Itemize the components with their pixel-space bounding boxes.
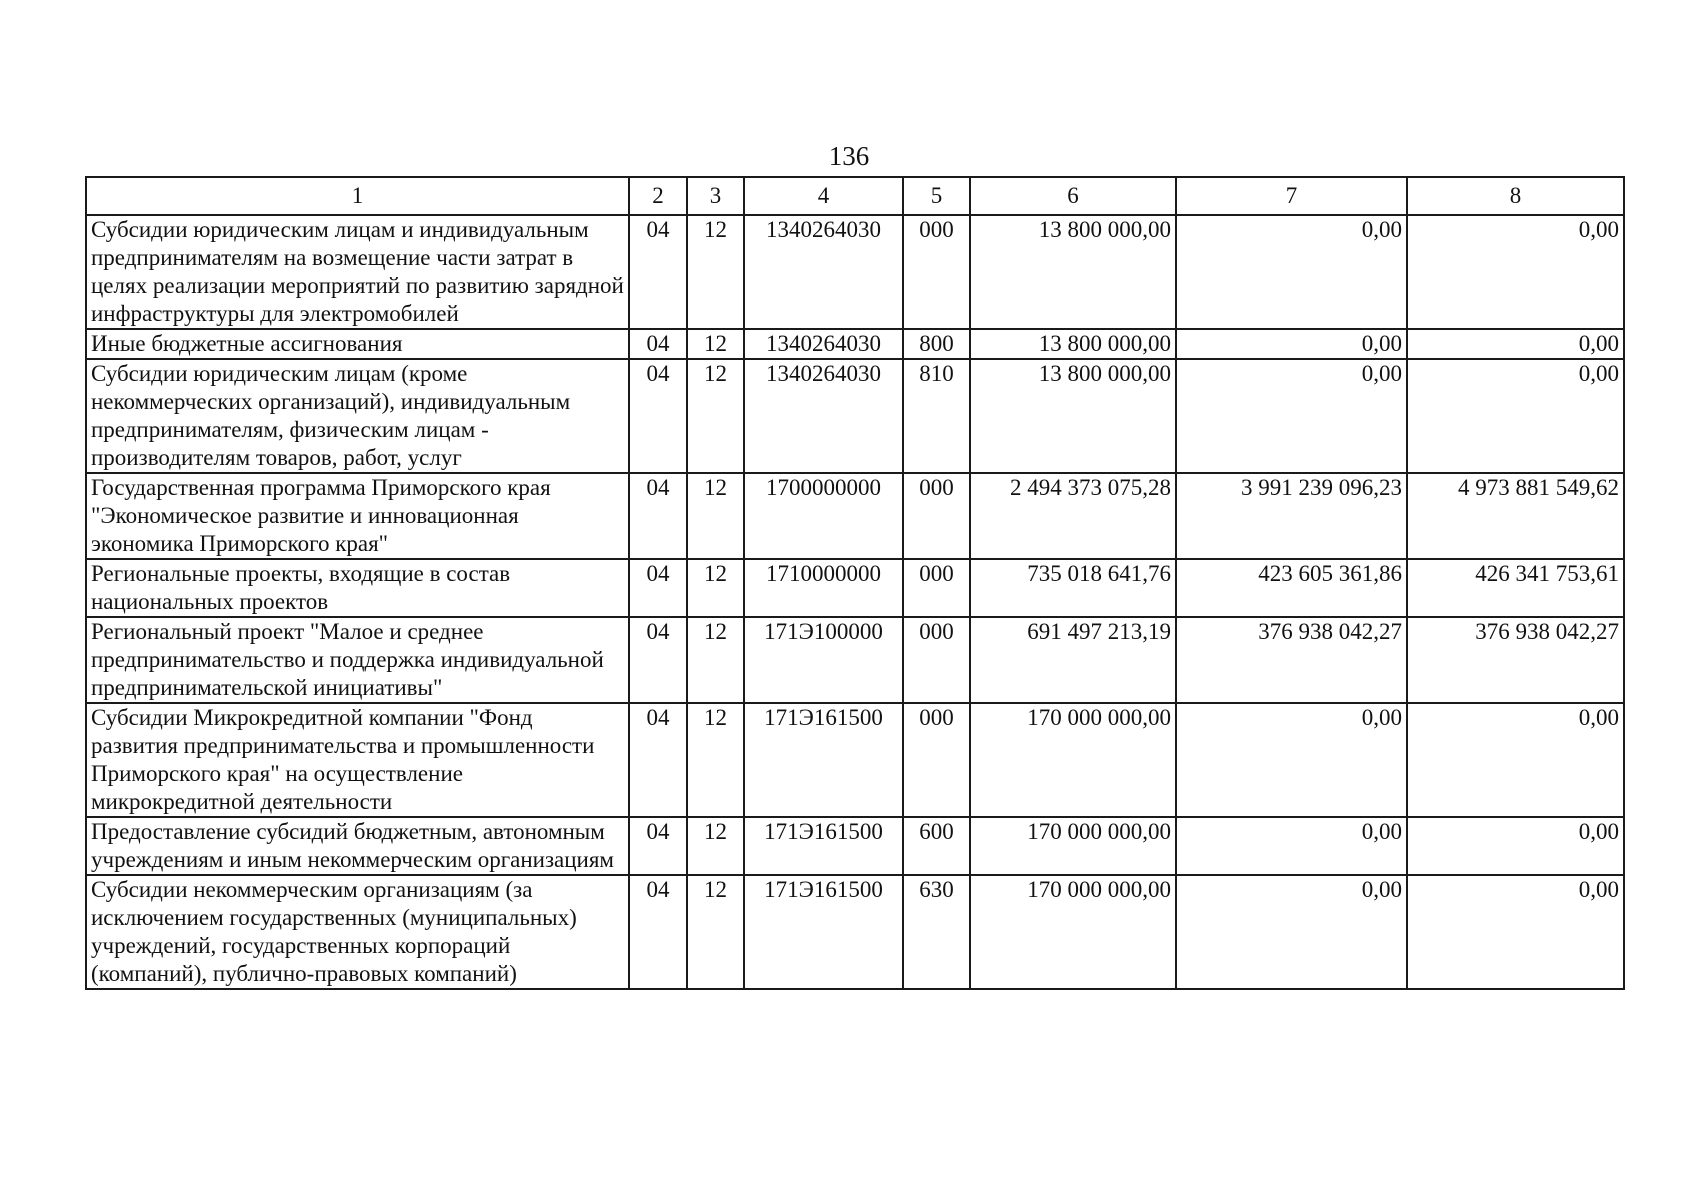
target-article-code: 171Э100000 [744,617,903,703]
table-row [86,875,1624,989]
amount-col-6: 13 800 000,00 [970,329,1176,359]
target-article-code: 1340264030 [744,359,903,473]
section-code: 04 [629,359,687,473]
table-row [86,703,1624,817]
subsection-code: 12 [687,703,744,817]
table-row [86,473,1624,559]
column-header: 6 [970,177,1176,215]
table-row [86,215,1624,329]
amount-col-8: 0,00 [1407,817,1624,875]
item-name: Региональные проекты, входящие в состав национальных проектов [86,559,629,617]
section-code: 04 [629,617,687,703]
subsection-code: 12 [687,875,744,989]
column-number-row [86,177,1624,215]
amount-col-6: 691 497 213,19 [970,617,1176,703]
column-header: 2 [629,177,687,215]
subsection-code: 12 [687,817,744,875]
subsection-code: 12 [687,617,744,703]
amount-col-7: 0,00 [1176,329,1407,359]
column-header: 3 [687,177,744,215]
item-name: Субсидии юридическим лицам и индивидуальным предпринимателям на возмещение части затрат в целях реализации мероприятий по развитию зарядной инфраструктуры для электромобилей [86,215,629,329]
amount-col-6: 2 494 373 075,28 [970,473,1176,559]
column-header: 4 [744,177,903,215]
amount-col-8: 0,00 [1407,329,1624,359]
subsection-code: 12 [687,329,744,359]
expense-type-code: 600 [903,817,970,875]
target-article-code: 1340264030 [744,215,903,329]
item-name: Предоставление субсидий бюджетным, автономным учреждениям и иным некоммерческим организациям [86,817,629,875]
section-code: 04 [629,559,687,617]
target-article-code: 1700000000 [744,473,903,559]
amount-col-7: 376 938 042,27 [1176,617,1407,703]
amount-col-8: 426 341 753,61 [1407,559,1624,617]
amount-col-6: 13 800 000,00 [970,215,1176,329]
amount-col-8: 0,00 [1407,215,1624,329]
section-code: 04 [629,875,687,989]
item-name: Региональный проект "Малое и среднее предпринимательство и поддержка индивидуальной предпринимательской инициативы" [86,617,629,703]
item-name: Субсидии некоммерческим организациям (за исключением государственных (муниципальных) учреждений, государственных корпораций (компаний), публично-правовых компаний) [86,875,629,989]
subsection-code: 12 [687,215,744,329]
column-header: 5 [903,177,970,215]
amount-col-6: 735 018 641,76 [970,559,1176,617]
amount-col-8: 0,00 [1407,359,1624,473]
page-number: 136 [828,141,870,171]
amount-col-6: 170 000 000,00 [970,875,1176,989]
expense-type-code: 000 [903,617,970,703]
subsection-code: 12 [687,359,744,473]
amount-col-7: 0,00 [1176,875,1407,989]
amount-col-6: 170 000 000,00 [970,817,1176,875]
expense-type-code: 000 [903,559,970,617]
target-article-code: 1340264030 [744,329,903,359]
expense-type-code: 000 [903,215,970,329]
section-code: 04 [629,703,687,817]
table-row [86,359,1624,473]
table-row [86,617,1624,703]
target-article-code: 171Э161500 [744,875,903,989]
target-article-code: 171Э161500 [744,703,903,817]
section-code: 04 [629,473,687,559]
expense-type-code: 800 [903,329,970,359]
amount-col-6: 170 000 000,00 [970,703,1176,817]
amount-col-8: 4 973 881 549,62 [1407,473,1624,559]
amount-col-8: 0,00 [1407,703,1624,817]
section-code: 04 [629,215,687,329]
item-name: Субсидии юридическим лицам (кроме некоммерческих организаций), индивидуальным предпринимателям, физическим лицам - производителям товаров, работ, услуг [86,359,629,473]
amount-col-7: 3 991 239 096,23 [1176,473,1407,559]
table-row [86,559,1624,617]
subsection-code: 12 [687,473,744,559]
table-row [86,329,1624,359]
section-code: 04 [629,817,687,875]
amount-col-7: 0,00 [1176,359,1407,473]
column-header: 7 [1176,177,1407,215]
item-name: Государственная программа Приморского края "Экономическое развитие и инновационная экономика Приморского края" [86,473,629,559]
amount-col-7: 0,00 [1176,215,1407,329]
subsection-code: 12 [687,559,744,617]
budget-table [85,176,1625,990]
column-header: 1 [86,177,629,215]
amount-col-7: 423 605 361,86 [1176,559,1407,617]
amount-col-8: 0,00 [1407,875,1624,989]
expense-type-code: 000 [903,703,970,817]
target-article-code: 171Э161500 [744,817,903,875]
expense-type-code: 000 [903,473,970,559]
item-name: Иные бюджетные ассигнования [86,329,629,359]
amount-col-7: 0,00 [1176,817,1407,875]
column-header: 8 [1407,177,1624,215]
expense-type-code: 630 [903,875,970,989]
section-code: 04 [629,329,687,359]
amount-col-7: 0,00 [1176,703,1407,817]
expense-type-code: 810 [903,359,970,473]
item-name: Субсидии Микрокредитной компании "Фонд развития предпринимательства и промышленности Приморского края" на осуществление микрокредитной деятельности [86,703,629,817]
target-article-code: 1710000000 [744,559,903,617]
table-row [86,817,1624,875]
amount-col-8: 376 938 042,27 [1407,617,1624,703]
amount-col-6: 13 800 000,00 [970,359,1176,473]
